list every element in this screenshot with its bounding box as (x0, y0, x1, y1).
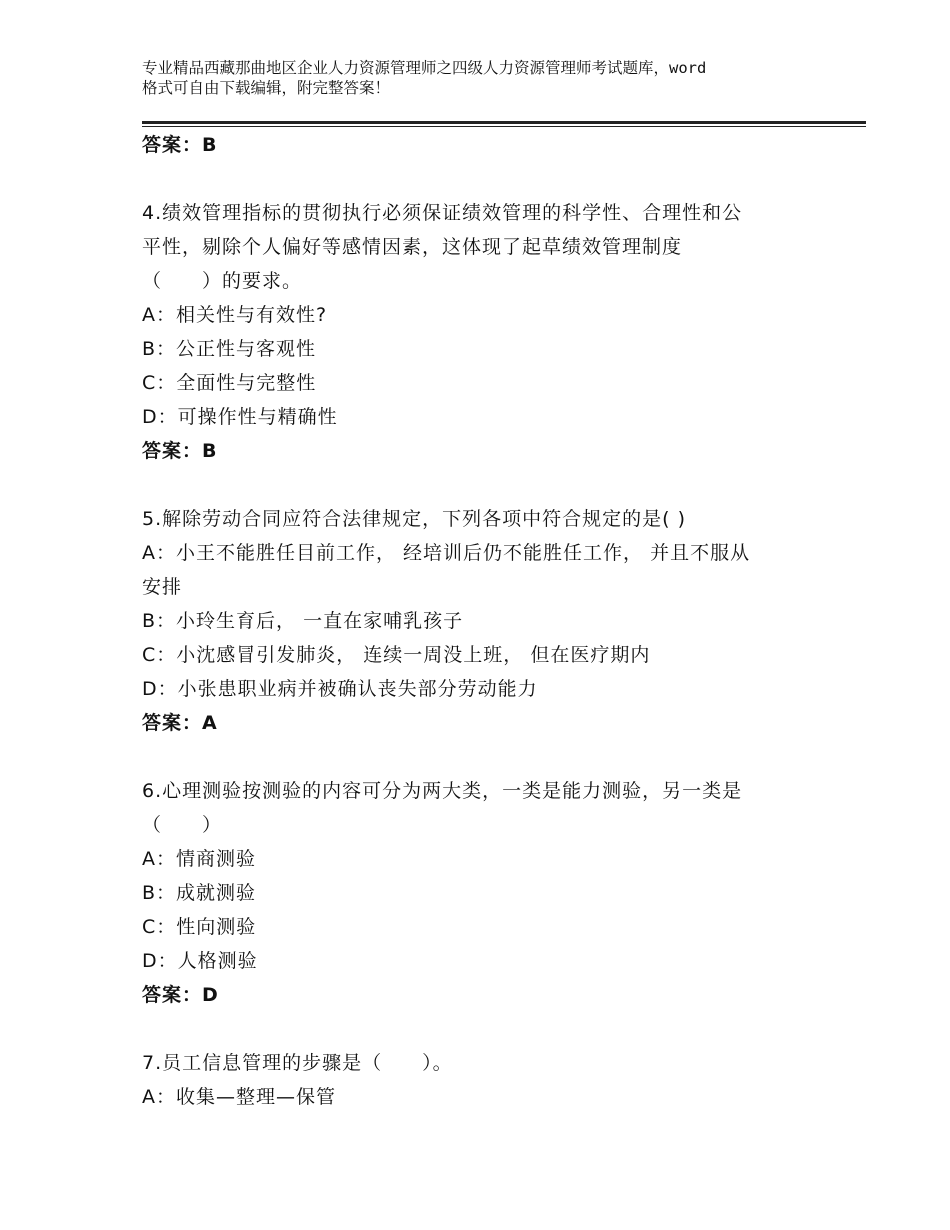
option-b: B：小玲生育后， 一直在家哺乳孩子 (142, 610, 464, 632)
option-a: A：情商测验 (142, 848, 256, 870)
question-list (142, 128, 822, 1114)
spacer (142, 1012, 822, 1046)
option-b: B：成就测验 (142, 882, 257, 904)
question-stem: （ ）的要求。 (142, 270, 303, 292)
option-a: A：收集—整理—保管 (142, 1086, 336, 1108)
previous-answer: 答案：B (142, 134, 218, 156)
question-stem: （ ） (142, 814, 223, 836)
header-divider-thin (142, 126, 866, 127)
question-6 (142, 774, 822, 1012)
answer: 答案：A (142, 712, 218, 734)
question-stem: 6.心理测验按测验的内容可分为两大类，一类是能力测验，另一类是 (142, 780, 743, 802)
option-c: C：性向测验 (142, 916, 257, 938)
option-a: A：相关性与有效性? (142, 304, 328, 326)
option-a-continued: 安排 (142, 576, 183, 598)
option-b: B：公正性与客观性 (142, 338, 317, 360)
spacer (142, 468, 822, 502)
answer: 答案：D (142, 984, 219, 1006)
spacer (142, 162, 822, 196)
question-5 (142, 502, 822, 740)
header-line-2: 格式可自由下载编辑，附完整答案！ (142, 79, 391, 97)
question-7 (142, 1046, 822, 1114)
option-c: C：小沈感冒引发肺炎， 连续一周没上班， 但在医疗期内 (142, 644, 651, 666)
answer: 答案：B (142, 440, 218, 462)
option-d: D：小张患职业病并被确认丧失部分劳动能力 (142, 678, 538, 700)
option-d: D：人格测验 (142, 950, 258, 972)
question-4 (142, 196, 822, 468)
document-header (142, 58, 842, 98)
option-a: A：小王不能胜任目前工作， 经培训后仍不能胜任工作， 并且不服从 (142, 542, 751, 564)
question-stem: 平性，剔除个人偏好等感情因素，这体现了起草绩效管理制度 (142, 236, 683, 258)
question-stem: 5.解除劳动合同应符合法律规定，下列各项中符合规定的是( ) (142, 508, 686, 530)
option-d: D：可操作性与精确性 (142, 406, 338, 428)
option-c: C：全面性与完整性 (142, 372, 317, 394)
header-line-1: 专业精品西藏那曲地区企业人力资源管理师之四级人力资源管理师考试题库，word (142, 59, 707, 77)
question-stem: 7.员工信息管理的步骤是（ ）。 (142, 1052, 453, 1074)
question-stem: 4.绩效管理指标的贯彻执行必须保证绩效管理的科学性、合理性和公 (142, 202, 743, 224)
header-divider (142, 121, 866, 124)
spacer (142, 740, 822, 774)
